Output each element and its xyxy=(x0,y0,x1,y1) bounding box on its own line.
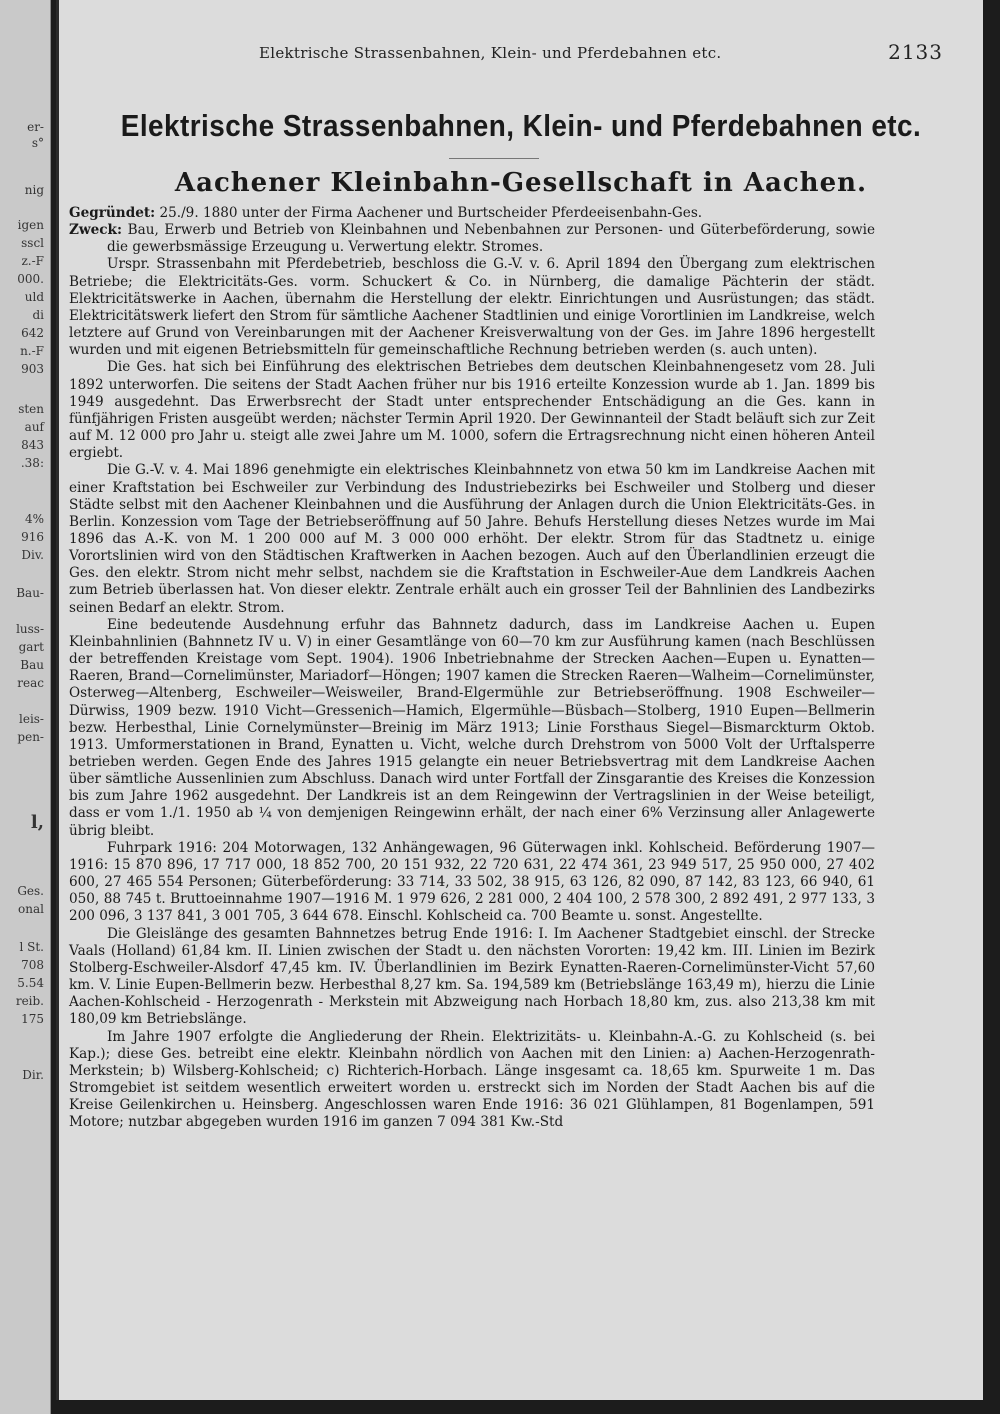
running-header xyxy=(199,40,943,68)
margin-fragment: 642 xyxy=(21,326,44,340)
margin-fragment: Div. xyxy=(21,548,44,562)
paragraph: Eine bedeutende Ausdehnung erfuhr das Bahnnetz dadurch, dass im Landkreise Aachen u. Eupen Kleinbahnlinien (Bahnnetz IV u. V) in einer Gesamtlänge von 60—70 km zur Ausführung kamen (nach Beschlüssen der betreffenden Kreistage vom Sept. 1904). 1906 Inbetriebnahme der Strecken Aachen—Eupen u. Eynatten—Raeren, Brand—Cornelimünster, Mariadorf—Höngen; 1907 kamen die Strecken Raeren—Walheim—Cornelimünster, Osterweg—Altenberg, Eschweiler—Weisweiler, Brand-Elgermühle zur Betriebseröffnung. 1908 Eschweiler—Dürwiss, 1909 bezw. 1910 Vicht—Gressenich—Hamich, Elgermühle—Büsbach—Stolberg, 1910 Eupen—Bellmerin bezw. Herbesthal, Linie Cornelymünster—Breinig im März 1913; Linie Forsthaus Siegel—Bismarckturm Oktob. 1913. Umformerstationen in Brand, Eynatten u. Vicht, welche durch Drehstrom von 5000 Volt der Urftalsperre betrieben werden. Gegen Ende des Jahres 1915 gelangte ein neuer Betriebsvertrag mit dem Landkreise Aachen über sämtliche Aussenlinien zum Abschluss. Danach wird unter Fortfall der Zinsgarantie des Kreises die Konzession bis zum Jahre 1962 ausgedehnt. Der Landkreis ist an dem Reingewinn der Vertragslinien in der Weise beteiligt, dass er vom 1./1. 1950 ab ¼ von demjenigen Reingewinn erhält, der nach einer 6% Verzinsung aller Anlagewerte übrig bleibt. xyxy=(69,616,875,839)
section-title: Elektrische Strassenbahnen, Klein- und Pferdebahnen etc. xyxy=(120,108,922,143)
company-title: Aachener Kleinbahn-Gesellschaft in Aachen. xyxy=(174,168,868,198)
margin-fragment: luss- xyxy=(16,622,44,636)
margin-fragment: nig xyxy=(24,183,44,197)
margin-fragment: 903 xyxy=(21,362,44,376)
adjacent-page-edge xyxy=(0,0,51,1414)
margin-fragment: 708 xyxy=(21,958,44,972)
margin-fragment: l St. xyxy=(19,940,44,954)
paragraph: Im Jahre 1907 erfolgte die Angliederung der Rhein. Elektrizitäts- u. Kleinbahn-A.-G. zu Kohlscheid (s. bei Kap.); diese Ges. betreibt eine elektr. Kleinbahn nördlich von Aachen mit den Linien: a) Aachen-Herzogenrath-Merkstein; b) Wilsberg-Kohlscheid; c) Richterich-Horbach. Länge insgesamt ca. 18,65 km. Spurweite 1 m. Das Stromgebiet ist seitdem wesentlich erweitert worden u. erstreckt sich im Norden der Stadt Aachen bis auf die Kreise Geilenkirchen u. Heinsberg. Angeschlossen waren Ende 1916: 36 021 Glühlampen, 81 Bogenlampen, 591 Motore; nutzbar abgegeben wurden 1916 im ganzen 7 094 381 Kw.-Std xyxy=(69,1028,875,1131)
margin-fragment: sten xyxy=(18,402,44,416)
margin-fragment: z.-F xyxy=(21,254,44,268)
margin-fragment: igen xyxy=(17,218,44,232)
purpose-entry xyxy=(69,222,875,256)
margin-fragment: Bau xyxy=(20,658,44,672)
title-divider xyxy=(449,158,539,159)
paragraph: Die G.-V. v. 4. Mai 1896 genehmigte ein elektrisches Kleinbahnnetz von etwa 50 km im Landkreise Aachen mit einer Kraftstation bei Eschweiler zur Verbindung des Industriebezirks bei Eschweiler und Stolberg und dieser Städte selbst mit den Aachener Kleinbahnen und die Ausführung der Anlagen durch die Union Elektricitäts-Ges. in Berlin. Konzession vom Tage der Betriebseröffnung auf 50 Jahre. Behufs Herstellung dieses Netzes wurde im Mai 1896 das A.-K. von M. 1 200 000 auf M. 3 000 000 erhöht. Der elektr. Strom für das Stadtnetz u. einige Vorortslinien wird von den Städtischen Kraftwerken in Aachen bezogen. Auch auf den Überlandlinien erzeugt die Ges. den elektr. Strom nicht mehr selbst, nachdem sie die Kraftstation in Eschweiler-Aue dem Landkreis Aachen zum Betrieb überlassen hat. Von dieser elektr. Zentrale erhält auch ein grosser Teil der Bahnlinien des Landbezirks seinen Bedarf an elektr. Strom. xyxy=(69,462,875,616)
margin-fragment: Bau- xyxy=(16,586,44,600)
margin-fragment: s° xyxy=(31,136,44,150)
article-body xyxy=(69,205,875,1131)
paragraph: Die Gleislänge des gesamten Bahnnetzes betrug Ende 1916: I. Im Aachener Stadtgebiet einschl. der Strecke Vaals (Holland) 61,84 km. II. Linien zwischen der Stadt u. den nächsten Vororten: 19,42 km. III. Linien im Bezirk Stolberg-Eschweiler-Alsdorf 47,45 km. IV. Überlandlinien im Bezirk Eynatten-Raeren-Cornelimünster-Vicht 57,60 km. V. Linie Eupen-Bellmerin bezw. Herbesthal 8,27 km. Sa. 194,589 km (Betriebslänge 163,49 m), hierzu die Linie Aachen-Kohlscheid - Herzogenrath - Merkstein mit Abzweigung nach Horbach 18,80 km, zus. also 213,38 km mit 180,09 km Betriebslänge. xyxy=(69,925,875,1028)
margin-fragment: .38: xyxy=(20,456,44,470)
margin-fragment: l, xyxy=(30,812,44,833)
margin-fragment: 916 xyxy=(21,530,44,544)
founded-label: Gegründet: xyxy=(69,205,156,221)
margin-fragment: di xyxy=(32,308,44,322)
margin-fragment: reib. xyxy=(15,994,44,1008)
page-number: 2133 xyxy=(888,40,943,64)
margin-fragment: 4% xyxy=(24,512,44,526)
paragraph: Urspr. Strassenbahn mit Pferdebetrieb, beschloss die G.-V. v. 6. April 1894 den Übergang zum elektrischen Betriebe; die Elektricitäts-Ges. vorm. Schuckert & Co. in Nürnberg, die damalige Pächterin der städt. Elektricitätswerke in Aachen, übernahm die Herstellung der elektr. Einrichtungen und Ausrüstungen; das städt. Elektricitätswerk liefert den Strom für sämtliche Aachener Stadtlinien und einige Vorortlinien im Landkreise, welch letztere auf Grund von Vereinbarungen mit der Aachener Kreisverwaltung von der Ges. im Jahre 1896 hergestellt wurden und mit eigenen Betriebsmitteln für gemeinschaftliche Rechnung betrieben werden (s. auch unten). xyxy=(69,256,875,359)
running-title: Elektrische Strassenbahnen, Klein- und Pferdebahnen etc. xyxy=(259,44,722,62)
margin-fragment: 175 xyxy=(21,1012,44,1026)
margin-fragment: uld xyxy=(24,290,44,304)
margin-fragment: auf xyxy=(24,420,44,434)
margin-fragment: leis- xyxy=(19,712,44,726)
document-page xyxy=(56,0,983,1400)
margin-fragment: pen- xyxy=(17,730,44,744)
margin-fragment: n.-F xyxy=(20,344,44,358)
founded-entry xyxy=(69,205,875,222)
paragraph: Die Ges. hat sich bei Einführung des elektrischen Betriebes dem deutschen Kleinbahnengesetz vom 28. Juli 1892 unterworfen. Die seitens der Stadt Aachen früher nur bis 1916 erteilte Konzession wurde ab 1. Jan. 1899 bis 1949 ausgedehnt. Das Erwerbsrecht der Stadt unter entsprechender Entschädigung an die Ges. kann in fünfjährigen Fristen ausgeübt werden; nächster Termin April 1920. Der Gewinnanteil der Stadt beläuft sich zur Zeit auf M. 12 000 pro Jahr u. steigt alle zwei Jahre um M. 1000, sofern die Ertragsrechnung nicht einen höheren Anteil ergiebt. xyxy=(69,359,875,462)
founded-text: 25./9. 1880 unter der Firma Aachener und Burtscheider Pferdeeisenbahn-Ges. xyxy=(159,205,703,221)
margin-fragment: Ges. xyxy=(17,884,44,898)
margin-fragment: gart xyxy=(18,640,44,654)
purpose-label: Zweck: xyxy=(69,222,122,239)
purpose-text: Bau, Erwerb und Betrieb von Kleinbahnen und Nebenbahnen zur Personen- und Güterbeförderung, sowie die gewerbsmässige Erzeugung u. Verwertung elektr. Stromes. xyxy=(107,222,875,256)
margin-fragment: 5.54 xyxy=(17,976,44,990)
margin-fragment: 843 xyxy=(21,438,44,452)
margin-fragment: reac xyxy=(17,676,44,690)
margin-fragment: onal xyxy=(18,902,44,916)
margin-fragment: sscl xyxy=(21,236,44,250)
margin-fragment: 000. xyxy=(17,272,44,286)
paragraph: Fuhrpark 1916: 204 Motorwagen, 132 Anhängewagen, 96 Güterwagen inkl. Kohlscheid. Beförderung 1907—1916: 15 870 896, 17 717 000, 18 852 700, 20 151 932, 22 720 631, 22 474 361, 23 949 517, 25 950 000, 27 402 600, 27 465 554 Personen; Güterbeförderung: 33 714, 33 502, 38 915, 63 126, 82 090, 87 142, 83 123, 66 940, 61 050, 88 745 t. Bruttoeinnahme 1907—1916 M. 1 979 626, 2 281 000, 2 404 100, 2 578 300, 2 892 491, 2 977 133, 3 200 096, 3 137 841, 3 001 705, 3 644 678. Einschl. Kohlscheid ca. 700 Beamte u. sonst. Angestellte. xyxy=(69,839,875,925)
margin-fragment: er- xyxy=(27,120,44,134)
margin-fragment: Dir. xyxy=(22,1068,44,1082)
